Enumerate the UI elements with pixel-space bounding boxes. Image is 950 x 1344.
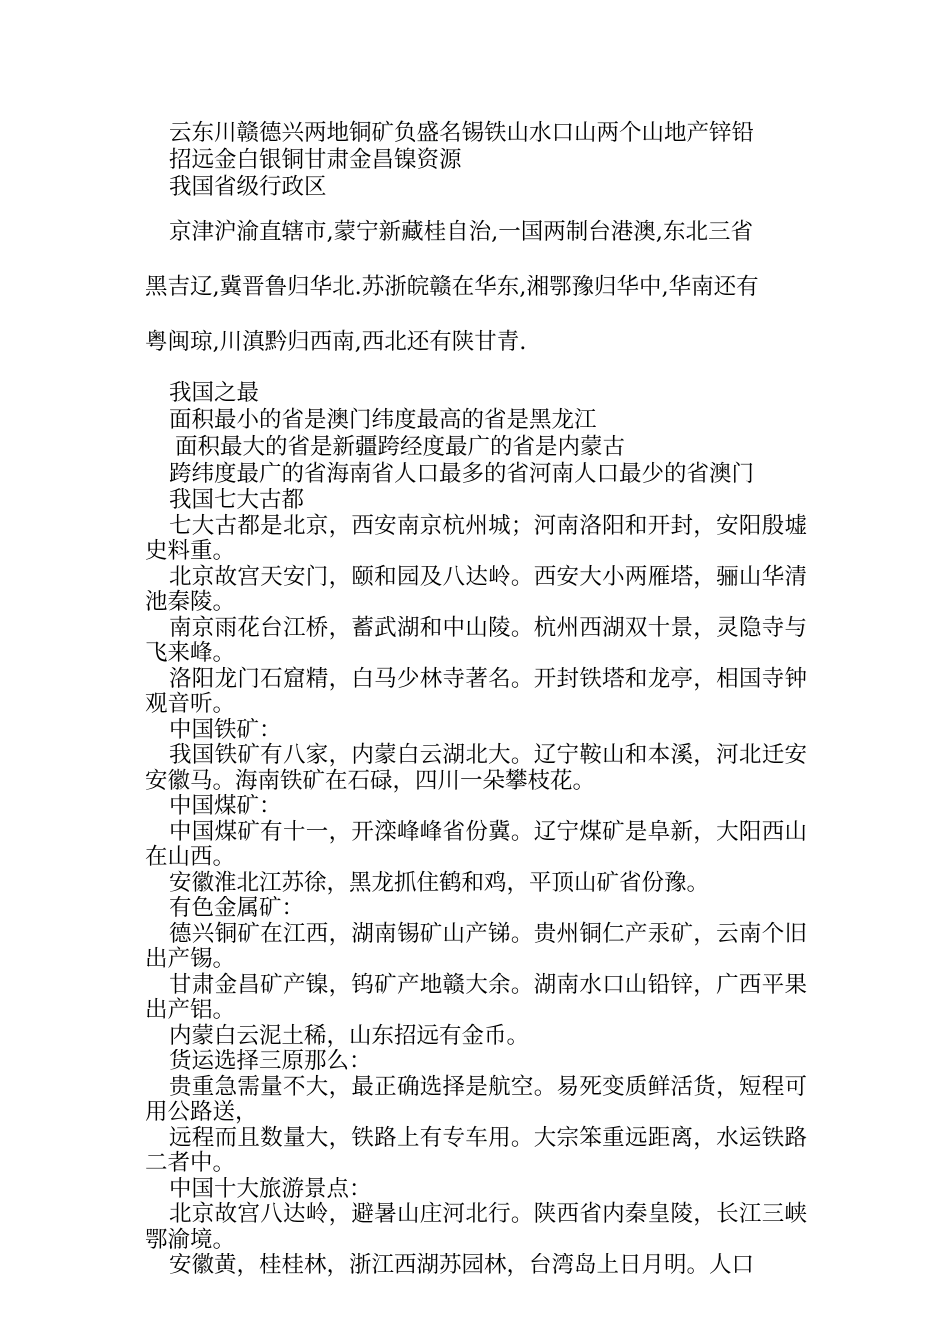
section-heading: 中国铁矿： [169, 717, 282, 743]
section-heading: 我国七大古都 [169, 488, 305, 513]
section-heading: 货运选择三原那么： [169, 1049, 372, 1074]
section-heading: 有色金属矿： [169, 896, 305, 921]
paragraph: 贵重急需量不大，最正确选择是航空。易死变质鲜活货，短程可用公路送， [145, 1073, 807, 1125]
section-heading: 中国煤矿： [169, 794, 282, 819]
paragraph: 北京故宫八达岭，避暑山庄河北行。陕西省内秦皇陵，长江三峡鄂渝境。 [145, 1201, 807, 1253]
text-line: 招远金白银铜甘肃金昌镍资源 [169, 147, 462, 173]
text-line: 粤闽琼,川滇黔归西南,西北还有陕甘青. [145, 329, 527, 355]
paragraph: 甘肃金昌矿产镍，钨矿产地赣大余。湖南水口山铅锌，广西平果出产铝。 [145, 971, 807, 1023]
paragraph: 北京故宫天安门，颐和园及八达岭。西安大小两雁塔，骊山华清池秦陵。 [145, 563, 807, 615]
section-heading: 我国省级行政区 [169, 174, 327, 200]
text-line: 跨纬度最广的省海南省人口最多的省河南人口最少的省澳门 [169, 461, 755, 487]
text-line: 黑吉辽,冀晋鲁归华北.苏浙皖赣在华东,湘鄂豫归华中,华南还有 [145, 274, 759, 300]
section-heading: 中国十大旅游景点： [169, 1176, 372, 1202]
paragraph: 安徽黄，桂桂林，浙江西湖苏园林，台湾岛上日月明。人口 [169, 1253, 755, 1278]
paragraph: 洛阳龙门石窟精，白马少林寺著名。开封铁塔和龙亭，相国寺钟观音听。 [145, 665, 807, 717]
paragraph: 安徽淮北江苏徐，黑龙抓住鹤和鸡，平顶山矿省份豫。 [169, 869, 710, 896]
text-line: 面积最大的省是新疆跨经度最广的省是内蒙古 [175, 434, 626, 460]
section-heading: 我国之最 [169, 380, 260, 406]
paragraph: 七大古都是北京，西安南京杭州城；河南洛阳和开封，安阳殷墟史料重。 [145, 512, 807, 564]
text-line: 京津沪渝直辖市,蒙宁新藏桂自治,一国两制台港澳,东北三省 [169, 219, 753, 245]
paragraph: 南京雨花台江桥，蓄武湖和中山陵。杭州西湖双十景，灵隐寺与飞来峰。 [145, 614, 807, 666]
text-line: 云东川赣德兴两地铜矿负盛名锡铁山水口山两个山地产锌铅 [169, 120, 755, 146]
paragraph: 中国煤矿有十一，开滦峰峰省份冀。辽宁煤矿是阜新，大阳西山在山西。 [145, 818, 807, 870]
paragraph: 我国铁矿有八家，内蒙白云湖北大。辽宁鞍山和本溪，河北迁安安徽马。海南铁矿在石碌，四川一朵攀枝花。 [145, 742, 807, 794]
paragraph: 远程而且数量大，铁路上有专车用。大宗笨重远距离，水运铁路二者中。 [145, 1124, 807, 1176]
text-line: 面积最小的省是澳门纬度最高的省是黑龙江 [169, 407, 597, 433]
paragraph: 内蒙白云泥土稀，山东招远有金币。 [169, 1022, 530, 1049]
document-page [145, 120, 807, 1279]
paragraph: 德兴铜矿在江西，湖南锡矿山产锑。贵州铜仁产汞矿，云南个旧出产锡。 [145, 920, 807, 972]
